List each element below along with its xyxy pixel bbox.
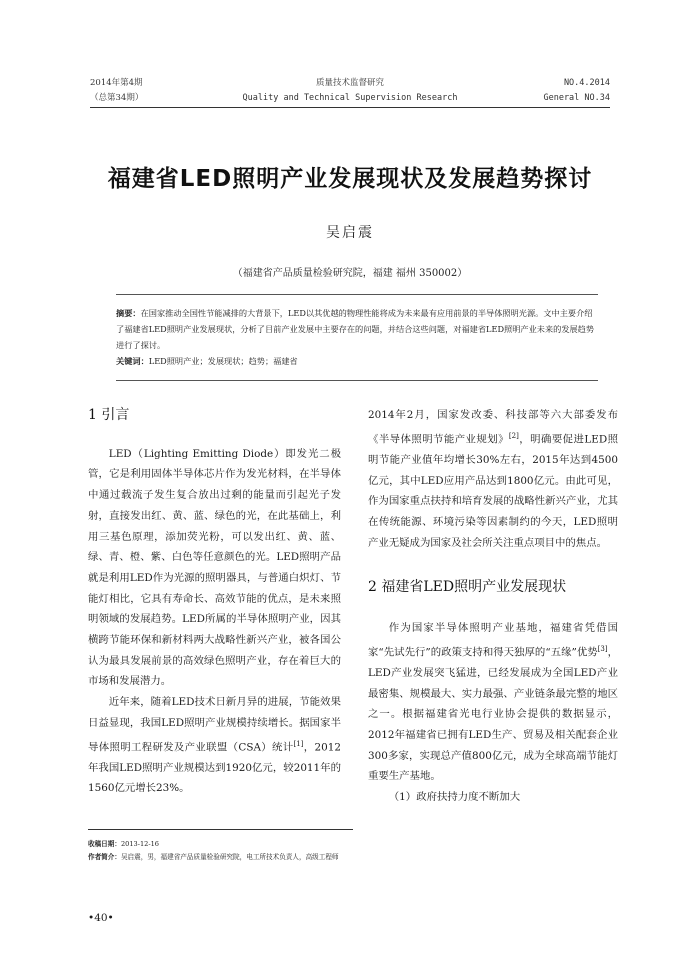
author-bio (88, 851, 608, 864)
right-paragraph-2-text-end: ，LED产业发展突飞猛进，已经发展成为全国LED产业最密集、规模最大、实力最强、产业链条最完整的地区之一。根据福建省光电行业协会提供的数据显示，2012年福建省已拥有LED生产、贸易及相关配套企业300多家，实现总产值800亿元，成为全球高端节能灯重要生产基地。 (368, 646, 619, 783)
footnote-rule (88, 829, 353, 830)
journal-total-issue: （总第34期） (90, 93, 144, 103)
journal-name-cn: 质量技术监督研究 (315, 78, 384, 88)
received-label: 收稿日期： (88, 840, 121, 848)
section-2-heading: 2 福建省LED照明产业发展现状 (368, 579, 567, 596)
reference-1: [1] (293, 739, 304, 748)
left-column (88, 405, 341, 799)
bio-value: 吴启震，男，福建省产品质量检验研究院，电工所技术负责人，高级工程师 (120, 853, 339, 861)
affiliation: （福建省产品质量检验研究院，福建 福州 350002） (232, 268, 468, 279)
paper-title: 福建省LED照明产业发展现状及发展趋势探讨 (107, 166, 593, 192)
intro-paragraph-2-text: 近年来，随着LED技术日新月异的进展，节能效果日益显现，我国LED照明产业规模持续增长。据国家半导体照明工程研发及产业联盟（CSA）统计 (88, 696, 341, 754)
keywords: LED照明产业；发展现状；趋势；福建省 (148, 356, 298, 366)
right-paragraph-1 (368, 405, 618, 553)
journal-issue: 2014年第4期 (90, 78, 143, 88)
journal-number: NO.4.2014 (563, 78, 610, 88)
right-paragraph-2 (368, 618, 618, 787)
reference-2: [2] (508, 431, 519, 440)
abstract-text: 在国家推动全国性节能减排的大背景下，LED以其优越的物理性能将成为未来最有应用前景的半导体照明光源。文中主要介绍了福建省LED照明产业发展现状，分析了目前产业发展中主要存在的问题，并结合这些问题，对福建省LED照明产业未来的发展趋势进行了探讨。 (116, 308, 595, 350)
received-date (88, 838, 608, 851)
right-paragraph-3: （1）政府扶持力度不断加大 (388, 791, 521, 804)
bio-label: 作者简介： (88, 853, 121, 861)
header-rule (90, 107, 610, 108)
intro-paragraph-2 (88, 692, 341, 799)
abstract (116, 305, 598, 369)
abstract-label: 摘要： (116, 308, 141, 318)
page-number: •40• (88, 912, 114, 924)
right-paragraph-2-text: 作为国家半导体照明产业基地，福建省凭借国家“先试先行”的政策支持和得天独厚的“五缘”优势 (368, 622, 618, 659)
section-1-heading: 1 引言 (88, 407, 130, 423)
journal-general-number: General NO.34 (543, 93, 610, 103)
abstract-bottom-rule (116, 380, 598, 381)
intro-paragraph-2-text-end: ，2012年我国LED照明产业规模达到1920亿元，较2011年的1560亿元增长23%。 (88, 741, 341, 795)
keywords-label: 关键词： (116, 356, 149, 366)
journal-name-en: Quality and Technical Supervision Research (242, 93, 458, 103)
intro-paragraph-1: LED（Lighting Emitting Diode）即发光二极管，它是利用固体半导体芯片作为发光材料，在半导体中通过载流子发生复合放出过剩的能量而引起光子发射，直接发出红、黄、蓝、绿色的光，在此基础上，利用三基色原理，添加荧光粉，可以发出红、黄、蓝、绿、青、橙、紫、白色等任意颜色的光。LED照明产品就是利用LED作为光源的照明器具，与普通白炽灯、节能灯相比，它具有寿命长、高效节能的优点，是未来照明领域的发展趋势。LED所属的半导体照明产业，因其横跨节能环保和新材料两大战略性新兴产业，被各国公认为最具发展前景的高效绿色照明产业，存在着巨大的市场和发展潜力。 (88, 447, 341, 688)
reference-3: [3] (597, 644, 608, 653)
footnote (88, 838, 608, 864)
right-column (368, 405, 618, 808)
right-paragraph-1-text-end: ，明确要促进LED照明节能产业值年均增长30%左右，2015年达到4500亿元，其中LED应用产品达到1800亿元。由此可见，作为国家重点扶持和培育发展的战略性新兴产业，尤其在传统能源、环境污染等因素制约的今天，LED照明产业无疑成为国家及社会所关注重点项目中的焦点。 (368, 433, 618, 549)
right-paragraph-1-text: 2014年2月，国家发改委、科技部等六大部委发布《半导体照明节能产业规划》 (368, 409, 618, 446)
author: 吴启震 (326, 225, 374, 241)
abstract-top-rule (116, 294, 598, 295)
received-value: 2013-12-16 (120, 840, 159, 848)
